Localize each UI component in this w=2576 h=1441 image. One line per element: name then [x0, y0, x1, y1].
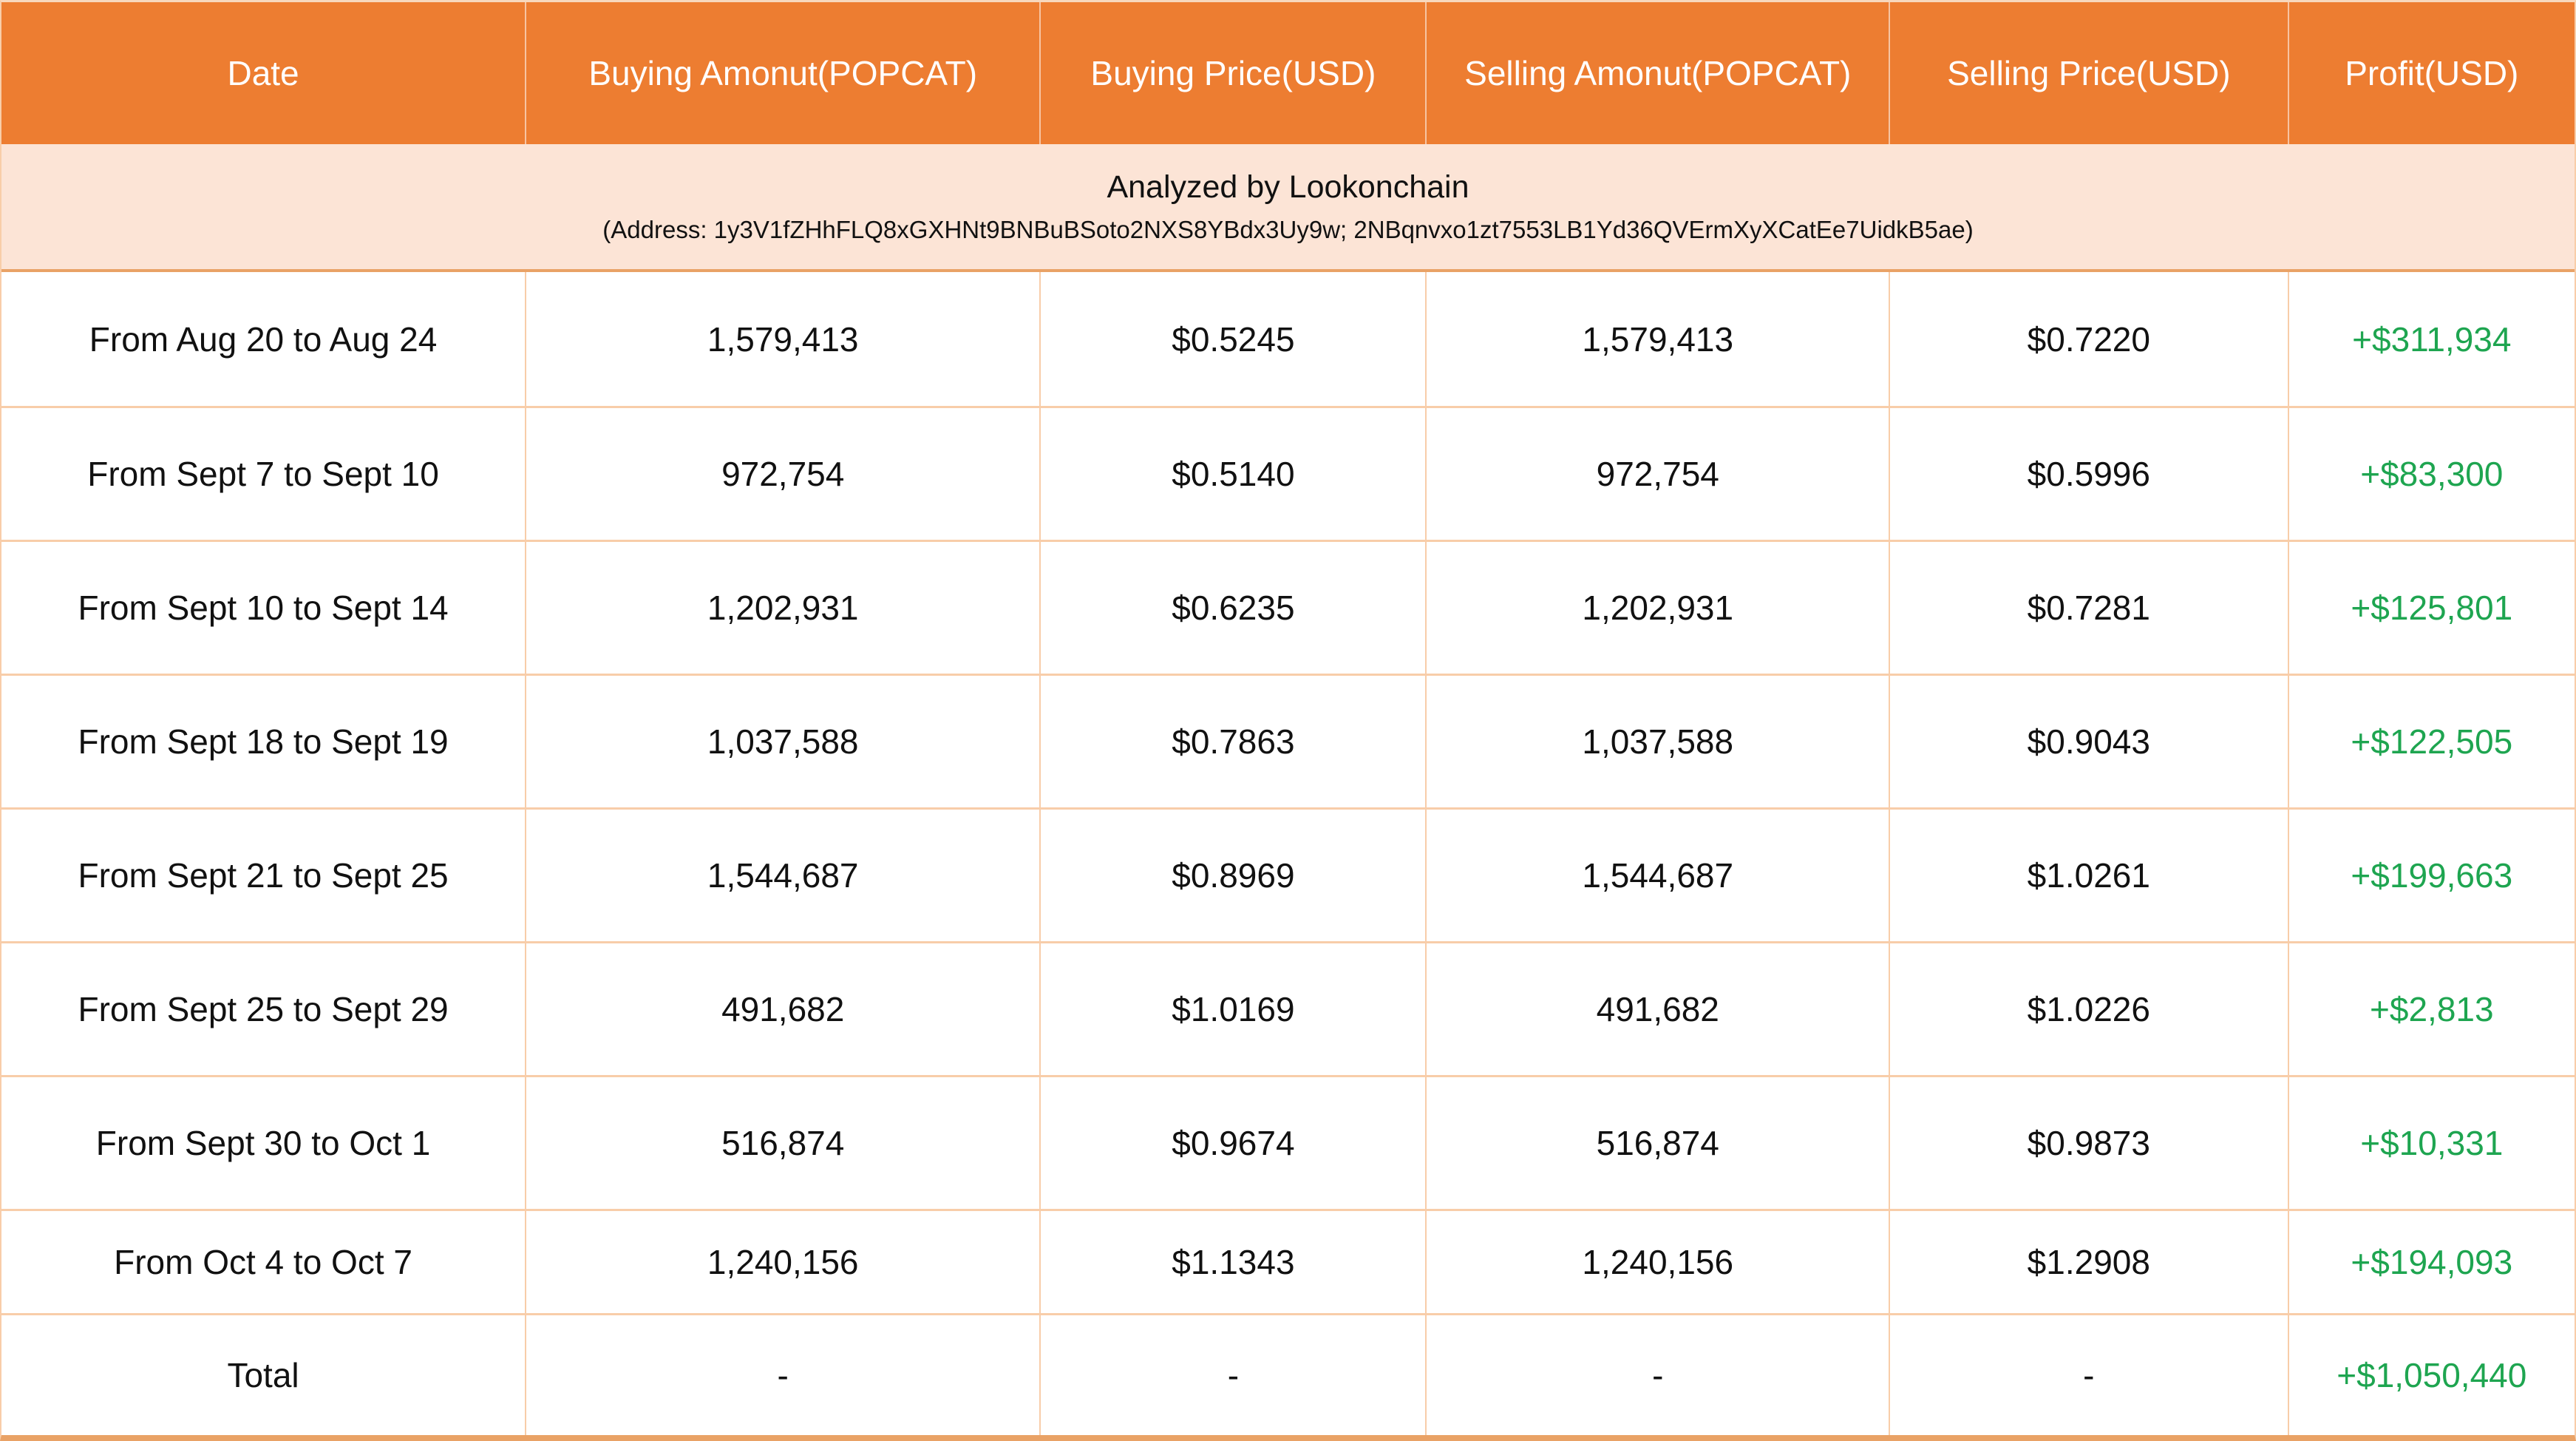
buying-price-cell: $0.5140 [1041, 408, 1427, 540]
table-row [1, 807, 2575, 941]
selling-amount-cell: 972,754 [1427, 408, 1890, 540]
buying-price-cell: $0.7863 [1041, 676, 1427, 807]
profit-cell: +$10,331 [2360, 1124, 2504, 1162]
buying-amount-cell: 1,240,156 [526, 1211, 1041, 1313]
banner-title: Analyzed by Lookonchain [1107, 169, 1469, 205]
buying-price-cell: $0.5245 [1041, 272, 1427, 406]
column-header-buying-price: Buying Price(USD) [1041, 2, 1427, 144]
selling-amount-cell: 1,579,413 [1427, 272, 1890, 406]
date-cell: From Sept 10 to Sept 14 [1, 542, 526, 674]
selling-price-cell: $0.9043 [1890, 676, 2289, 807]
profit-cell: +$125,801 [2351, 589, 2513, 627]
column-header-date: Date [1, 2, 526, 144]
table-header-row [1, 2, 2575, 144]
table-row [1, 406, 2575, 540]
profit-cell: +$122,505 [2351, 722, 2513, 761]
selling-price-cell: $1.0226 [1890, 943, 2289, 1075]
date-cell: From Oct 4 to Oct 7 [1, 1211, 526, 1313]
column-header-selling-amount: Selling Amonut(POPCAT) [1427, 2, 1890, 144]
selling-price-cell: $1.0261 [1890, 810, 2289, 941]
profit-cell: +$2,813 [2370, 990, 2494, 1028]
selling-amount-cell: 491,682 [1427, 943, 1890, 1075]
buying-amount-cell: 491,682 [526, 943, 1041, 1075]
total-label-cell: Total [1, 1315, 526, 1435]
total-profit-cell: +$1,050,440 [2337, 1356, 2527, 1394]
buying-amount-cell: 972,754 [526, 408, 1041, 540]
table-row [1, 1209, 2575, 1313]
selling-price-cell: $0.5996 [1890, 408, 2289, 540]
total-selling-price-cell: - [1890, 1315, 2289, 1435]
column-header-profit: Profit(USD) [2345, 54, 2519, 92]
column-header-selling-price: Selling Price(USD) [1890, 2, 2289, 144]
selling-price-cell: $0.7220 [1890, 272, 2289, 406]
analysis-banner [1, 144, 2575, 272]
buying-price-cell: $0.6235 [1041, 542, 1427, 674]
table-row [1, 674, 2575, 807]
total-buying-amount-cell: - [526, 1315, 1041, 1435]
profit-cell: +$194,093 [2351, 1243, 2513, 1281]
profit-cell: +$311,934 [2352, 319, 2512, 359]
date-cell: From Sept 30 to Oct 1 [1, 1077, 526, 1209]
column-header-buying-amount: Buying Amonut(POPCAT) [526, 2, 1041, 144]
buying-amount-cell: 1,544,687 [526, 810, 1041, 941]
selling-amount-cell: 516,874 [1427, 1077, 1890, 1209]
total-selling-amount-cell: - [1427, 1315, 1890, 1435]
buying-amount-cell: 1,579,413 [526, 272, 1041, 406]
selling-amount-cell: 1,202,931 [1427, 542, 1890, 674]
date-cell: From Sept 25 to Sept 29 [1, 943, 526, 1075]
profit-cell: +$199,663 [2351, 856, 2513, 895]
buying-amount-cell: 1,037,588 [526, 676, 1041, 807]
buying-amount-cell: 1,202,931 [526, 542, 1041, 674]
date-cell: From Sept 21 to Sept 25 [1, 810, 526, 941]
buying-amount-cell: 516,874 [526, 1077, 1041, 1209]
table-row [1, 1075, 2575, 1209]
selling-amount-cell: 1,037,588 [1427, 676, 1890, 807]
profit-cell: +$83,300 [2360, 455, 2504, 493]
buying-price-cell: $0.8969 [1041, 810, 1427, 941]
selling-amount-cell: 1,544,687 [1427, 810, 1890, 941]
date-cell: From Sept 7 to Sept 10 [1, 408, 526, 540]
selling-price-cell: $0.7281 [1890, 542, 2289, 674]
selling-price-cell: $0.9873 [1890, 1077, 2289, 1209]
date-cell: From Sept 18 to Sept 19 [1, 676, 526, 807]
buying-price-cell: $1.1343 [1041, 1211, 1427, 1313]
table-total-row [1, 1313, 2575, 1435]
date-cell: From Aug 20 to Aug 24 [1, 272, 526, 406]
table-row [1, 941, 2575, 1075]
banner-address: (Address: 1y3V1fZHhFLQ8xGXHNt9BNBuBSoto2NXS8YBdx3Uy9w; 2NBqnvxo1zt7553LB1Yd36QVErmXyXCatEe7UidkB5ae) [602, 216, 1974, 243]
table-row [1, 540, 2575, 674]
total-buying-price-cell: - [1041, 1315, 1427, 1435]
selling-amount-cell: 1,240,156 [1427, 1211, 1890, 1313]
buying-price-cell: $0.9674 [1041, 1077, 1427, 1209]
table-row [1, 272, 2575, 406]
selling-price-cell: $1.2908 [1890, 1211, 2289, 1313]
buying-price-cell: $1.0169 [1041, 943, 1427, 1075]
